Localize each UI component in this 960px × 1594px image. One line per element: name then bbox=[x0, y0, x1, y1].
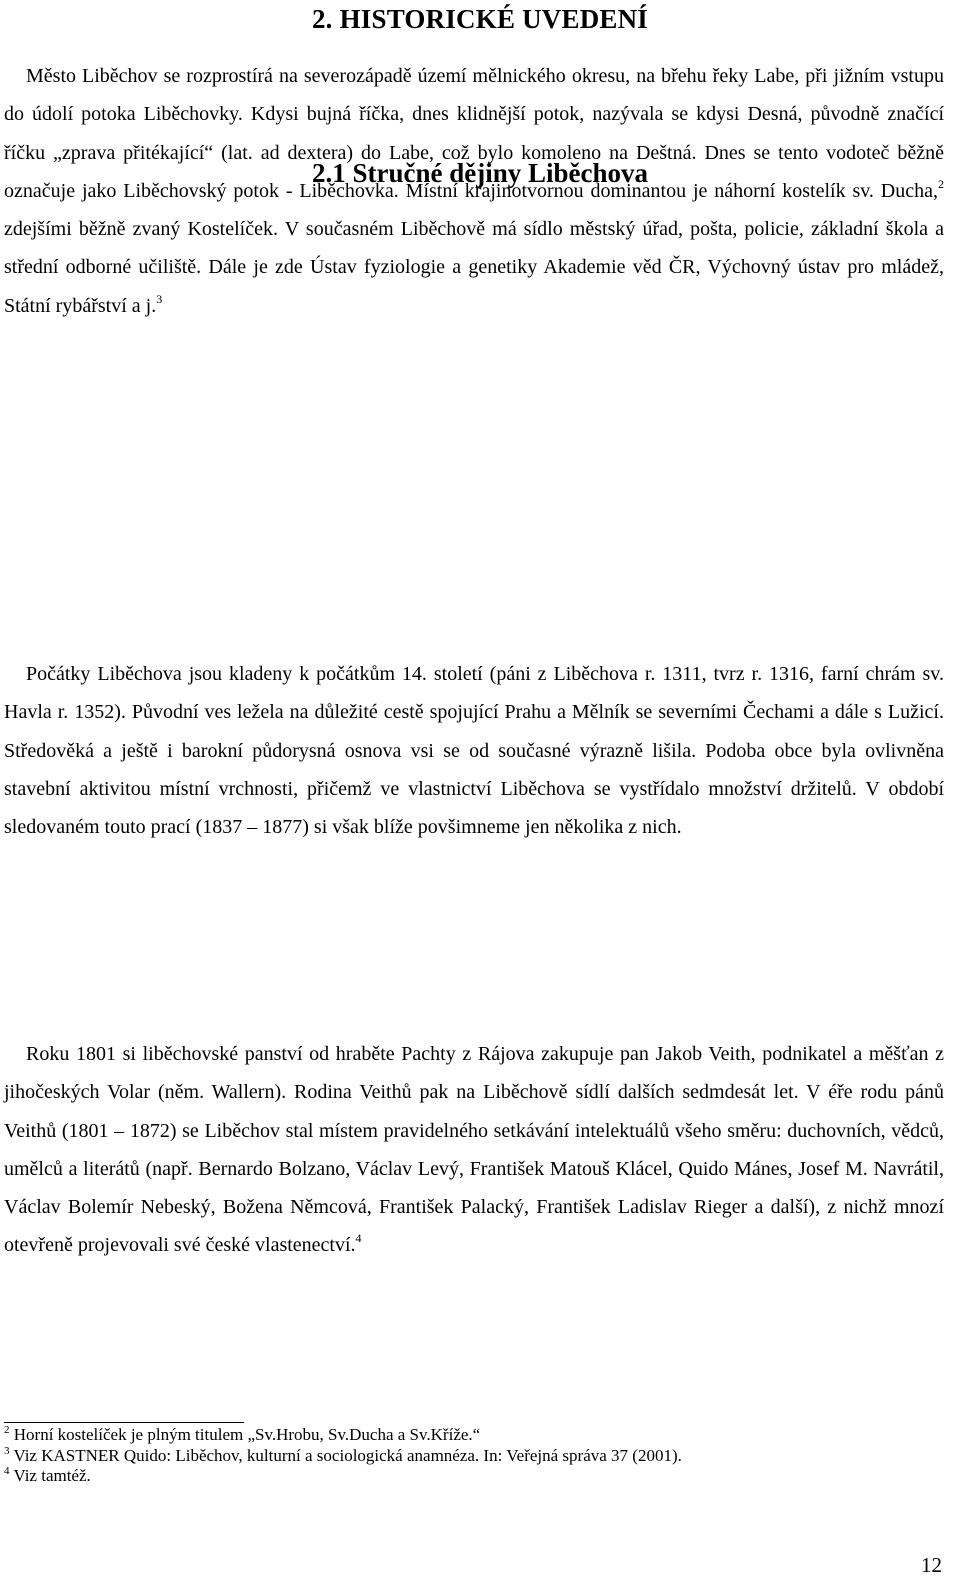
footnote-number: 2 bbox=[4, 1424, 10, 1436]
footnote-ref-3: 3 bbox=[156, 291, 163, 306]
footnote-3 bbox=[4, 1446, 944, 1467]
paragraph-text: zdejšími běžně zvaný Kostelíček. V současném Liběchově má sídlo městský úřad, pošta, policie, základní škola a střední odborné učiliště. Dále je zde Ústav fyziologie a genetiky Akademie věd ČR, Výchovný ústav pro mládež, Státní rybářství a j. bbox=[4, 218, 944, 317]
footnote-text: Horní kostelíček je plným titulem „Sv.Hrobu, Sv.Ducha a Sv.Kříže.“ bbox=[9, 1425, 481, 1444]
footnote-number: 4 bbox=[4, 1465, 10, 1477]
paragraph-text: Roku 1801 si liběchovské panství od hraběte Pachty z Rájova zakupuje pan Jakob Veith, podnikatel a měšťan z jihočeských Volar (něm. Wallern). Rodina Veithů pak na Liběchově sídlí dalších sedmdesát let. V éře rodu pánů Veithů (1801 – 1872) se Liběchov stal místem pravidelného setkávání intelektuálů všeho směru: duchovních, vědců, umělců a literátů (např. Bernardo Bolzano, Václav Levý, František Matouš Klácel, Quido Mánes, Josef M. Navrátil, Václav Bolemír Nebeský, Božena Němcová, František Palacký, František Ladislav Rieger a další), z nichž mnozí otevřeně projevovali své české vlastenectví. bbox=[4, 1043, 944, 1257]
page-number: 12 bbox=[921, 1553, 942, 1577]
footnote-separator bbox=[4, 1422, 244, 1423]
footnote-text: Viz tamtéž. bbox=[9, 1466, 91, 1485]
footnote-ref-2: 2 bbox=[938, 176, 944, 191]
paragraph-veith-era bbox=[4, 1035, 944, 1265]
footnote-text: Viz KASTNER Quido: Liběchov, kulturní a sociologická anamnéza. In: Veřejná správa 37 (2001). bbox=[9, 1445, 682, 1465]
footnote-ref-4: 4 bbox=[355, 1231, 362, 1246]
chapter-title: 2. HISTORICKÉ UVEDENÍ bbox=[311, 4, 649, 34]
footnote-number: 3 bbox=[4, 1444, 10, 1457]
paragraph-town-description bbox=[4, 57, 944, 325]
footnote-2 bbox=[4, 1425, 944, 1446]
footnotes bbox=[4, 1425, 944, 1487]
paragraph-origins bbox=[4, 655, 944, 846]
paragraph-text: Město Liběchov se rozprostírá na severozápadě území mělnického okresu, na břehu řeky Labe, při jižním vstupu do údolí potoka Liběchovky. Kdysi bujná říčka, dnes klidnější potok, nazývala se kdysi Desná, původně značící říčku „zprava přitékající“ (lat. ad dextera) do Labe, což bylo komoleno na Deštná. Dnes se tento vodoteč běžně označuje jako Liběchovský potok - Liběchovka. Místní krajinotvornou dominantou je náhorní kostelík sv. Ducha, bbox=[4, 65, 944, 202]
footnote-4 bbox=[4, 1466, 944, 1487]
section-title: 2.1 Stručné dějiny Liběchova bbox=[311, 158, 648, 188]
paragraph-text: Počátky Liběchova jsou kladeny k počátkům 14. století (páni z Liběchova r. 1311, tvrz r. 1316, farní chrám sv. Havla r. 1352). Původní ves ležela na důležité cestě spojující Prahu a Mělník se severními Čechami a dále s Lužicí. Středověká a ještě i barokní půdorysná osnova vsi se od současné výrazně lišila. Podoba obce byla ovlivněna stavební aktivitou místní vrchnosti, přičemž ve vlastnictví Liběchova se vystřídalo množství držitelů. V období sledovaném touto prací (1837 – 1877) si však blíže povšimneme jen několika z nich. bbox=[4, 663, 944, 839]
